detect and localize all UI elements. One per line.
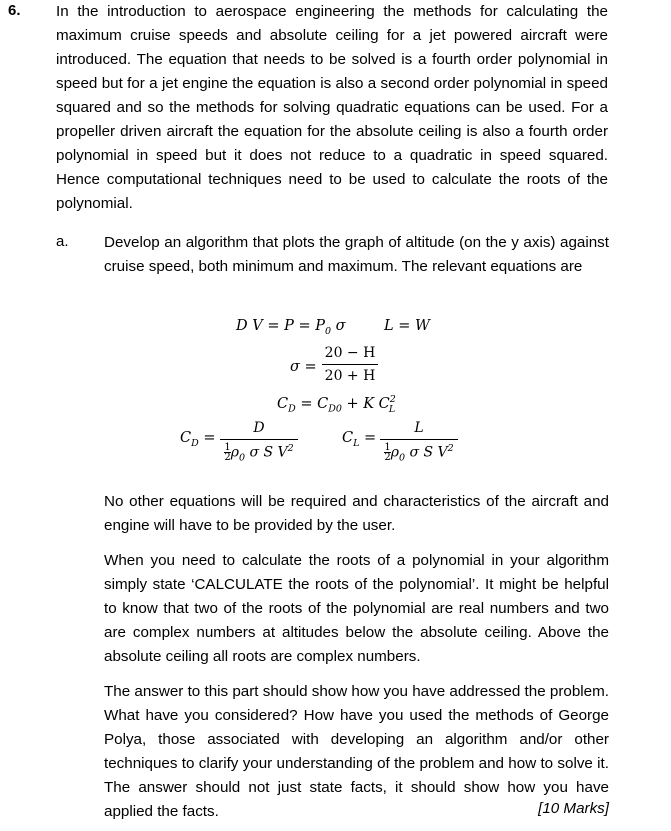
marks-label: [10 Marks]: [538, 800, 609, 817]
cd-plus: + K C: [341, 395, 390, 412]
rho: ρ: [390, 444, 399, 461]
sigma-fraction: [322, 345, 378, 384]
half-den: 2: [384, 452, 391, 464]
cd-fraction-numerator: D: [253, 420, 265, 436]
question-number: 6.: [8, 2, 21, 19]
eq1-sigma: σ: [331, 318, 346, 334]
sigma-lhs: σ =: [290, 359, 317, 375]
den-sup: 2: [287, 443, 294, 454]
cd0-sub: D0: [328, 403, 342, 415]
paragraph-answer-guidance: The answer to this part should show how you have addressed the problem. What have you considered? How have you used the methods of George Polya, those associated with developing an algorithm and/or other techniques to clarify your understanding of the problem and how to solve it. The answer should not just state facts, it should show how you have applied the facts.: [104, 683, 609, 820]
clfrac-c: C: [342, 430, 354, 446]
rho-sub: 0: [238, 452, 245, 464]
sigma-numerator: 20 − H: [324, 345, 376, 361]
part-a-text: Develop an algorithm that plots the graph of altitude (on the y axis) against cruise speed, both minimum and maximum. The relevant equations are: [104, 234, 609, 275]
cd-eq: = C: [295, 395, 329, 412]
half-num: 1: [224, 442, 231, 454]
cl-fraction-denominator: [380, 440, 458, 463]
cd-fraction-denominator: [220, 440, 298, 463]
equation-drag-polar: [277, 394, 395, 415]
den-sup: 2: [447, 443, 454, 454]
rho: ρ: [230, 444, 239, 461]
cl-sup: 2: [389, 394, 396, 405]
cdfrac-c: C: [180, 430, 192, 446]
cl-fraction-lhs: [342, 430, 376, 449]
eq1-left: D V = P = P: [236, 318, 325, 334]
eq1-sub: 0: [324, 325, 332, 337]
equation-lift-weight: L = W: [384, 318, 430, 334]
sigma-denominator: 20 + H: [324, 368, 376, 384]
cl-fraction-numerator: L: [414, 420, 424, 436]
cdfrac-equals: =: [198, 430, 216, 446]
half-den: 2: [224, 452, 231, 464]
half-num: 1: [384, 442, 391, 454]
cl-sub: L: [388, 403, 396, 415]
rho-sub: 0: [398, 452, 405, 464]
question-intro: In the introduction to aerospace engineering the methods for calculating the maximum cruise speeds and absolute ceiling for a jet powered aircraft were introduced. The equation that needs to be solved is a fourth order polynomial in speed but for a jet engine the equation is also a second order polynomial in speed squared and so the methods for solving quadratic equations can be used. For a propeller driven aircraft the equation for the absolute ceiling is also a fourth order polynomial in speed but it does not reduce to a quadratic in speed squared. Hence computational techniques need to be used to calculate the roots of the polynomial.: [56, 3, 608, 212]
cd-sub: D: [288, 403, 296, 415]
clfrac-sub: L: [353, 437, 360, 449]
equation-power: [236, 318, 346, 337]
paragraph-calculate-roots: When you need to calculate the roots of a polynomial in your algorithm simply state ‘CALCULATE the roots of the polynomial’. It might be helpful to know that two of the roots of the polynomial are real numbers and two are complex numbers at altitudes below the absolute ceiling. Above the absolute ceiling all roots are complex numbers.: [104, 552, 609, 665]
den-rest: σ S V: [245, 444, 288, 461]
cd-symbol: C: [277, 395, 289, 412]
cd-fraction: [220, 420, 298, 463]
clfrac-equals: =: [359, 430, 377, 446]
part-a-label: a.: [56, 233, 69, 250]
paragraph-no-other-equations: No other equations will be required and characteristics of the aircraft and engine will have to be provided by the user.: [104, 493, 609, 534]
cdfrac-sub: D: [191, 437, 199, 449]
cl-fraction: [380, 420, 458, 463]
den-rest: σ S V: [405, 444, 448, 461]
cd-fraction-lhs: [180, 430, 216, 449]
